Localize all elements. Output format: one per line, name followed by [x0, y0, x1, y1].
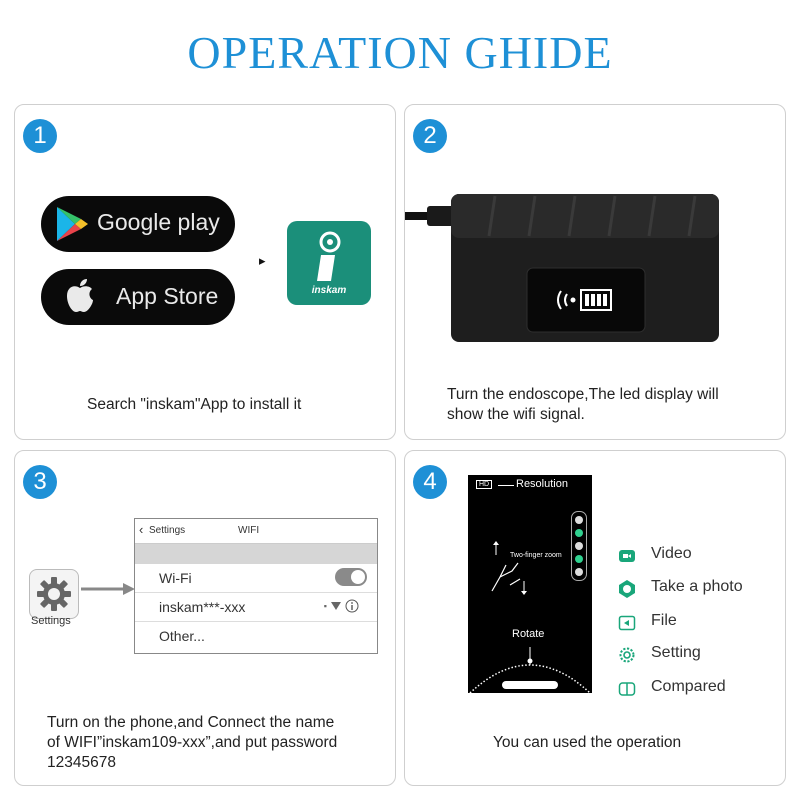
inskam-logo-icon	[311, 231, 347, 283]
step-number: 4	[413, 465, 447, 499]
step-number: 2	[413, 119, 447, 153]
caption-line: Turn on the phone,and Connect the name	[47, 714, 335, 731]
menu-label: Compared	[651, 678, 726, 695]
gear-icon	[36, 576, 72, 612]
other-label: Other...	[159, 628, 205, 644]
back-chevron-icon[interactable]: ‹	[139, 522, 144, 537]
resolution-label: Resolution	[516, 478, 568, 490]
settings-app-icon[interactable]	[29, 569, 79, 619]
screen-title: WIFI	[238, 525, 260, 536]
section-separator	[135, 544, 377, 564]
menu-label: Setting	[651, 644, 701, 661]
google-play-label: Google play	[97, 209, 220, 235]
network-row[interactable]	[135, 593, 377, 622]
menu-label: File	[651, 612, 677, 629]
app-store-badge[interactable]	[41, 269, 235, 325]
hd-badge[interactable]: HD	[476, 480, 492, 489]
step-caption: Search "inskam"App to install it	[87, 396, 302, 413]
arrow-icon: ▸	[259, 253, 266, 268]
google-play-badge[interactable]	[41, 196, 235, 252]
inskam-app-icon[interactable]	[287, 221, 371, 305]
step-caption: You can used the operation	[493, 734, 682, 751]
other-network-row[interactable]	[135, 622, 377, 650]
step-number: 1	[23, 119, 57, 153]
info-icon[interactable]	[345, 599, 359, 613]
app-name: inskam	[311, 285, 347, 296]
zoom-label: Two-finger zoom	[510, 552, 562, 559]
caption-line: Turn the endoscope,The led display will	[447, 386, 719, 403]
rotate-dial[interactable]	[468, 643, 592, 693]
side-toolbar	[571, 511, 587, 581]
arrow-right-icon	[81, 581, 137, 597]
settings-label: Settings	[31, 615, 71, 627]
step-caption	[447, 385, 719, 425]
menu-label: Video	[651, 545, 692, 562]
lock-icon: ▪	[323, 601, 327, 611]
toolbar-button[interactable]	[575, 568, 583, 576]
wifi-label: Wi-Fi	[159, 570, 192, 586]
step-card-4	[404, 450, 786, 786]
wifi-signal-icon	[331, 602, 341, 610]
toolbar-button[interactable]	[575, 555, 583, 563]
step-card-2	[404, 104, 786, 440]
caption-line: 12345678	[47, 754, 116, 771]
hand-gesture-icon	[486, 541, 532, 597]
gear-icon	[618, 646, 636, 664]
toolbar-button[interactable]	[575, 516, 583, 524]
wifi-toggle[interactable]	[335, 568, 367, 586]
step-card-1	[14, 104, 396, 440]
back-button[interactable]: Settings	[149, 525, 186, 536]
menu-label: Take a photo	[651, 578, 743, 595]
apple-icon	[65, 278, 95, 314]
caption-line: of WIFI”inskam109-xxx”,and put password	[47, 734, 338, 751]
rotate-label: Rotate	[512, 628, 545, 640]
toolbar-button[interactable]	[575, 542, 583, 550]
page-title: OPERATION GHIDE	[187, 27, 613, 78]
endoscope-device-image	[405, 190, 735, 350]
google-play-icon	[55, 205, 89, 243]
resolution-pointer	[498, 485, 514, 486]
network-name: inskam***-xxx	[159, 599, 246, 615]
screen-header	[135, 519, 377, 544]
step-number: 3	[23, 465, 57, 499]
app-store-label: App Store	[116, 283, 219, 309]
wifi-settings-screen	[134, 518, 378, 654]
camera-icon	[618, 580, 636, 598]
step-caption	[47, 713, 337, 773]
file-icon	[618, 614, 636, 632]
app-screen-preview	[468, 475, 592, 693]
video-icon	[618, 547, 636, 565]
toolbar-button[interactable]	[575, 529, 583, 537]
caption-line: show the wifi signal.	[447, 406, 585, 423]
compare-icon	[618, 680, 636, 698]
wifi-toggle-row	[135, 564, 377, 593]
